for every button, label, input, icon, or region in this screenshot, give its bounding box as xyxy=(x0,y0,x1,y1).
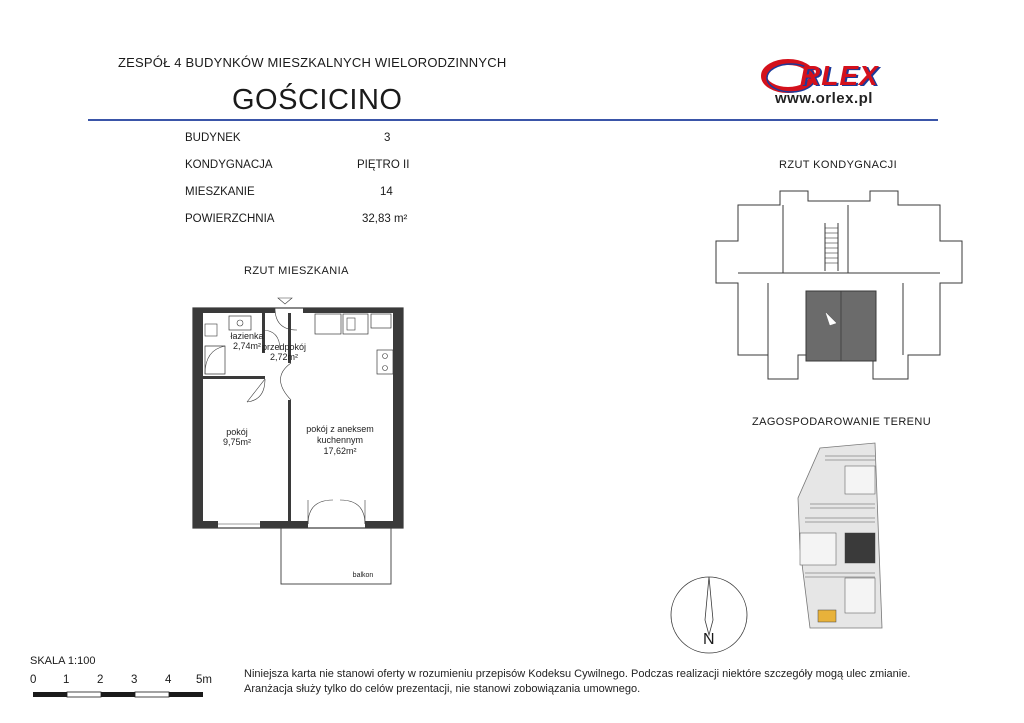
info-value-area: 32,83 m² xyxy=(362,213,408,225)
room-bathroom-area: 2,74m² xyxy=(232,341,261,351)
scale-bar xyxy=(30,690,220,700)
header-divider xyxy=(88,119,938,121)
scale-tick-3: 3 xyxy=(131,674,138,686)
scale-tick-0: 0 xyxy=(30,674,37,686)
room-bedroom-name: pokój xyxy=(226,427,248,437)
disclaimer-line-2: Aranżacja służy tylko do celów prezentacji, nie stanowi zobowiązania umownego. xyxy=(244,683,641,695)
room-hall-name: przedpokój xyxy=(261,342,307,352)
site-plan-title: ZAGOSPODAROWANIE TERENU xyxy=(752,416,932,428)
room-hall-area: 2,72m² xyxy=(269,352,298,362)
scale-tick-1: 1 xyxy=(63,674,70,686)
compass-north-label: N xyxy=(703,631,715,648)
scale-tick-4: 4 xyxy=(165,674,172,686)
site-plan xyxy=(790,438,890,633)
info-value-floor: PIĘTRO II xyxy=(357,159,410,171)
room-living-name-line1: pokój z aneksem xyxy=(306,424,374,434)
apartment-plan-title: RZUT MIESZKANIA xyxy=(244,265,349,277)
room-bedroom-area: 9,75m² xyxy=(222,437,251,447)
disclaimer-line-1: Niniejsza karta nie stanowi oferty w rozumieniu przepisów Kodeksu Cywilnego. Podczas realizacji niektóre szczegóły mogą ulec zmianie. xyxy=(244,668,911,680)
info-value-apartment: 14 xyxy=(380,186,393,198)
info-label-area: POWIERZCHNIA xyxy=(185,213,275,225)
info-value-building: 3 xyxy=(384,132,391,144)
logo-url[interactable]: www.orlex.pl xyxy=(775,90,873,107)
scale-tick-5: 5m xyxy=(196,674,212,686)
floor-plan-title: RZUT KONDYGNACJI xyxy=(779,159,898,171)
room-bathroom-name: łazienka xyxy=(230,331,264,341)
info-label-apartment: MIESZKANIE xyxy=(185,186,255,198)
room-living-name-line2: kuchennym xyxy=(316,435,364,445)
room-living-area: 17,62m² xyxy=(323,446,357,456)
building-floor-plan xyxy=(708,183,970,388)
scale-title: SKALA 1:100 xyxy=(30,655,96,667)
scale-tick-2: 2 xyxy=(97,674,104,686)
info-label-building: BUDYNEK xyxy=(185,132,241,144)
logo-text: RLEX xyxy=(800,60,879,91)
project-title: GOŚCICINO xyxy=(232,84,403,116)
project-subtitle: ZESPÓŁ 4 BUDYNKÓW MIESZKALNYCH WIELORODZINNYCH xyxy=(118,55,507,70)
info-label-floor: KONDYGNACJA xyxy=(185,159,273,171)
room-balcony-name: balkon xyxy=(352,572,374,579)
